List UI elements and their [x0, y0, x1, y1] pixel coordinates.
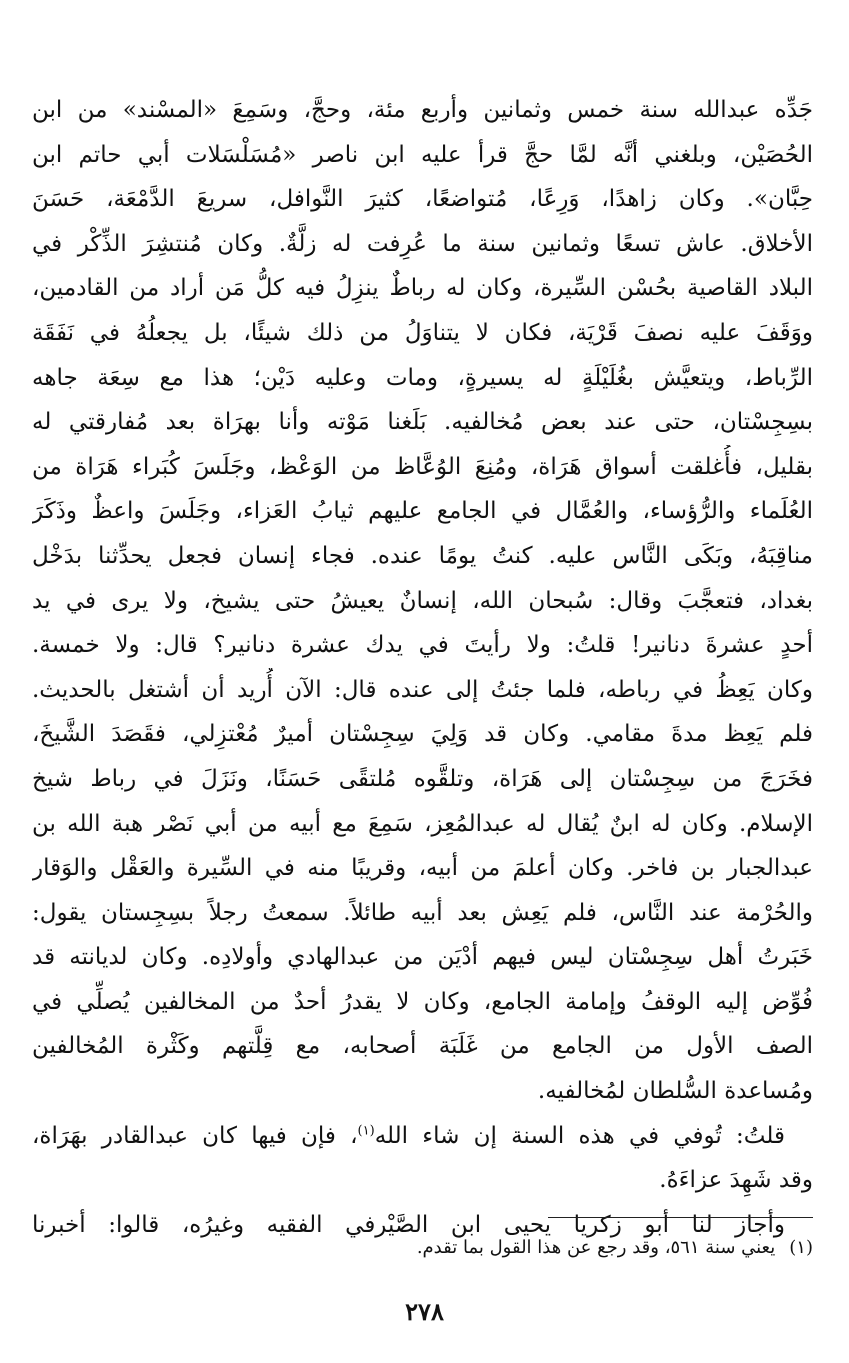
- text-line: فلم يَعِظ مدةَ مقامي. وكان قد وَلِيَ سِجِسْتان أميرٌ مُعْتزِلي، فقَصَدَ الشَّيخَ،: [32, 721, 813, 748]
- text-line: وكان يَعِظُ في رباطه، فلما جئتُ إلى عنده قال: الآن أُريد أن أشتغل بالحديث.: [32, 676, 813, 703]
- text-line: جَدِّه عبدالله سنة خمس وثمانين وأربع مئة، وحجَّ، وسَمِعَ «المسْند» من ابن: [32, 97, 813, 123]
- text-line: العُلَماء والرُّؤساء، والعُمَّال في الجامع عليهم ثيابُ العَزاء، وجَلَسَ واعظٌ وذَكَرَ: [32, 498, 813, 525]
- text-line: حِبَّان». وكان زاهدًا، وَرِعًا، مُتواضعًا، كثيرَ النَّوافل، سريعَ الدَّمْعَة، حَسَنَ: [32, 186, 813, 213]
- text-line: خَبَرتُ أهل سِجِسْتان ليس فيهم أدْيَن من عبدالهادي وأولادِه. وكان لديانته قد: [32, 944, 813, 971]
- text-line: الإسلام. وكان له ابنٌ يُقال له عبدالمُعِز، سَمِعَ مع أبيه من أبي نَصْر هبة الله بن: [32, 810, 813, 837]
- text-line: البلاد القاصية بحُسْن السِّيرة، وكان له رباطٌ ينزِلُ فيه كلُّ مَن أراد من القادمين،: [32, 275, 813, 302]
- text-line: الأخلاق. عاش تسعًا وثمانين سنة ما عُرِفت له زلَّةٌ. وكان مُنتشِرَ الذِّكْر في: [32, 230, 813, 257]
- footnote-reference[interactable]: (١): [357, 1123, 375, 1138]
- text-line: الرِّباط، ويتعيَّش بغُلَيْلَةٍ له يسيرةٍ، ومات وعليه دَيْن؛ هذا مع سِعَة جاهه: [32, 364, 813, 391]
- footnote-number: (١): [789, 1237, 813, 1258]
- text-line: وقد شَهِدَ عزاءَهُ.: [659, 1167, 813, 1194]
- text-line: عبدالجبار بن فاخر. وكان أعلمَ من أبيه، وقريبًا منه في السِّيرة والعَقْل والوَقار: [32, 855, 813, 882]
- text-line: الحُصَيْن، وبلغني أنَّه لمَّا حجَّ قرأ عليه ابن ناصر «مُسَلْسَلات أبي حاتم ابن: [32, 141, 813, 168]
- text-line: فخَرَجَ من سِجِسْتان إلى هَرَاة، وتلقَّوه مُلتقًى حَسَنًا، ونَزَلَ في رباط شيخ: [32, 765, 813, 792]
- footnote-divider: [548, 1217, 813, 1218]
- page-number: ٢٧٨: [405, 1297, 444, 1326]
- text-line: بسِجِسْتان، حتى عند بعض مُخالفيه. بَلَغنا مَوْته وأنا بهرَاة بعد مُفارقتي له: [32, 409, 813, 436]
- footnote: [32, 1233, 813, 1263]
- text-line: وأجاز لنا أبو زكريا يحيى ابن الصَّيْرفي الفقيه وغيرُه، قالوا: أخبرنا: [32, 1211, 785, 1238]
- text-line: الصف الأول من الجامع من غَلَبَة أصحابه، مع قِلَّتهم وكَثْرة المُخالفين: [32, 1033, 813, 1060]
- footnote-text: يعني سنة ٥٦١، وقد رجع عن هذا القول بما تقدم.: [416, 1237, 776, 1258]
- text-line: والحُرْمة عند النَّاس، فلم يَعِش بعد أبيه طائلاً. سمعتُ رجلاً بسِجِستان يقول:: [32, 899, 813, 926]
- text-segment: قلتُ: تُوفي في هذه السنة إن شاء الله: [374, 1122, 786, 1149]
- text-line: أحدٍ عشرةَ دنانير! قلتُ: ولا رأيتَ في يدك عشرة دنانير؟ قال: ولا خمسة.: [32, 632, 813, 659]
- text-line: بقليل، فأُغلقت أسواق هَرَاة، ومُنِعَ الوُعَّاظ من الوَعْظ، وجَلَسَ كُبَراء هَرَاة من: [32, 453, 813, 480]
- main-text: [32, 88, 813, 1247]
- text-line: فُوِّض إليه الوقفُ وإمامة الجامع، وكان لا يقدرُ أحدٌ من المخالفين يُصلِّي في: [32, 988, 813, 1015]
- text-line: مناقِبَهُ، وبَكَى النَّاس عليه. كنتُ يومًا عنده. فجاء إنسان فجعل يحدِّثنا بدَخْل: [32, 542, 813, 569]
- paragraph-with-note: [32, 1114, 813, 1159]
- text-line: ووَقَفَ عليه نصفَ قَرْيَة، فكان لا يتناوَلُ من ذلك شيئًا، بل يجعلُهُ في نَفَقَة: [32, 319, 813, 346]
- text-line: بغداد، فتعجَّبَ وقال: سُبحان الله، إنسانٌ يعيشُ حتى يشيخ، ولا يرى في يد: [32, 587, 813, 614]
- text-segment: ، فإن فيها كان عبدالقادر بهَرَاة،: [32, 1122, 358, 1149]
- text-line: ومُساعدة السُّلطان لمُخالفيه.: [537, 1078, 813, 1105]
